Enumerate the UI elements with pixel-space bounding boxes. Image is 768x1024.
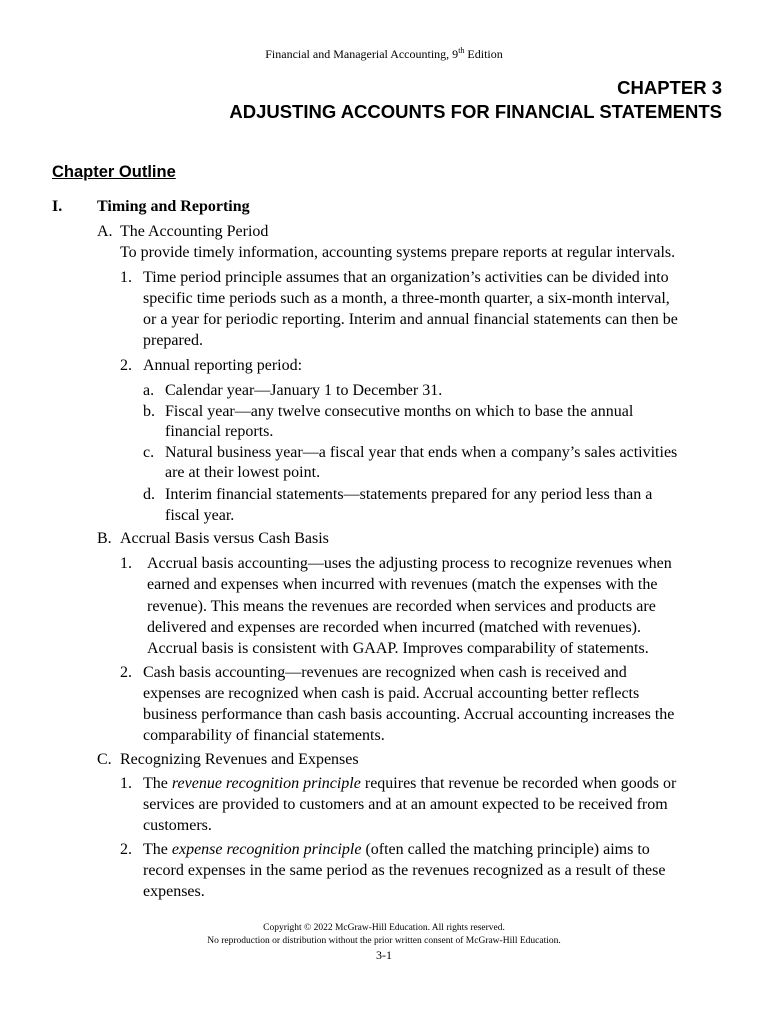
item-line-c1-3: customers.	[143, 817, 212, 834]
subitem-line-c-2: are at their lowest point.	[165, 464, 321, 481]
item-line-c2-2: record expenses in the same period as the revenues recognized as a result of these	[143, 862, 666, 879]
item-line-b2-3: business performance than cash basis accounting. Accrual accounting increases the	[143, 706, 675, 723]
item-marker-a1: 1.	[120, 269, 132, 286]
item-line-a1-1: Time period principle assumes that an organization’s activities can be divided into	[143, 269, 669, 286]
item-marker-c1: 1.	[120, 775, 132, 792]
edition-superscript: th	[458, 46, 465, 55]
item-line-a1-2: specific time periods such as a month, a three-month quarter, a six-month interval,	[143, 290, 670, 307]
item-line-c2-1	[143, 839, 650, 860]
subitem-line-c-1: Natural business year—a fiscal year that ends when a company’s sales activities	[165, 444, 678, 461]
chapter-number: CHAPTER 3	[617, 77, 722, 98]
subsection-marker-b: B.	[97, 530, 112, 547]
item-marker-b1: 1.	[120, 555, 132, 572]
subitem-marker-d: d.	[143, 486, 155, 503]
section-title: Timing and Reporting	[97, 198, 250, 215]
subitem-line-b-1: Fiscal year—any twelve consecutive months on which to base the annual	[165, 403, 634, 420]
subitem-line-b-2: financial reports.	[165, 423, 274, 440]
outline-heading: Chapter Outline	[52, 163, 176, 181]
subsection-intro-a: To provide timely information, accounting systems prepare reports at regular intervals.	[120, 244, 676, 261]
section-numeral: I.	[52, 198, 63, 215]
subsection-marker-c: C.	[97, 751, 112, 768]
item-marker-c2: 2.	[120, 841, 132, 858]
item-line-b2-1: Cash basis accounting—revenues are recognized when cash is received and	[143, 664, 627, 681]
item-line-c2-3: expenses.	[143, 883, 205, 900]
footer-copyright: Copyright © 2022 McGraw-Hill Education. All rights reserved.	[263, 923, 505, 933]
term-revenue-recognition: revenue recognition principle	[171, 775, 361, 792]
item-c1-pre: The	[143, 775, 172, 792]
subitem-line-d-2: fiscal year.	[165, 507, 235, 524]
item-c1-post: requires that revenue be recorded when goods or	[360, 775, 677, 792]
footer-notice: No reproduction or distribution without the prior written consent of McGraw-Hill Education.	[207, 936, 561, 946]
item-line-c1-2: services are provided to customers and at an amount expected to be received from	[143, 796, 668, 813]
item-line-b1-2: earned and expenses when incurred with revenues (match the expenses with the	[147, 576, 658, 593]
subitem-line-d-1: Interim financial statements—statements prepared for any period less than a	[165, 486, 653, 503]
term-expense-recognition: expense recognition principle	[171, 841, 362, 858]
subsection-title-b: Accrual Basis versus Cash Basis	[120, 530, 329, 547]
item-text-a2: Annual reporting period:	[143, 357, 303, 374]
item-line-b2-4: comparability of financial statements.	[143, 727, 385, 744]
item-marker-b2: 2.	[120, 664, 132, 681]
subsection-title-a: The Accounting Period	[120, 223, 269, 240]
subitem-line-a-1: Calendar year—January 1 to December 31.	[165, 382, 443, 399]
item-marker-a2: 2.	[120, 357, 132, 374]
subsection-marker-a: A.	[97, 223, 113, 240]
item-c2-pre: The	[143, 841, 172, 858]
chapter-title: ADJUSTING ACCOUNTS FOR FINANCIAL STATEMENTS	[229, 101, 722, 122]
running-header-tail: Edition	[464, 47, 503, 61]
item-c2-post: (often called the matching principle) aims to	[361, 841, 650, 858]
running-header	[0, 46, 768, 62]
item-line-c1-1	[143, 773, 676, 794]
item-line-b1-5: Accrual basis is consistent with GAAP. Improves comparability of statements.	[147, 640, 649, 657]
subsection-title-c: Recognizing Revenues and Expenses	[120, 751, 359, 768]
subitem-marker-c: c.	[143, 444, 155, 461]
page-number: 3-1	[376, 948, 392, 962]
item-line-a1-3: or a year for periodic reporting. Interim and annual financial statements can then be	[143, 311, 678, 328]
item-line-b1-3: revenue). This means the revenues are recorded when services and products are	[147, 598, 656, 615]
running-header-title: Financial and Managerial Accounting, 9	[265, 47, 459, 61]
item-line-b2-2: expenses are recognized when cash is paid. Accrual accounting better reflects	[143, 685, 640, 702]
subitem-marker-a: a.	[143, 382, 155, 399]
item-line-a1-4: prepared.	[143, 332, 203, 349]
subitem-marker-b: b.	[143, 403, 155, 420]
item-line-b1-1: Accrual basis accounting—uses the adjusting process to recognize revenues when	[147, 555, 672, 572]
item-line-b1-4: delivered and expenses are recorded when incurred (matched with revenues).	[147, 619, 641, 636]
